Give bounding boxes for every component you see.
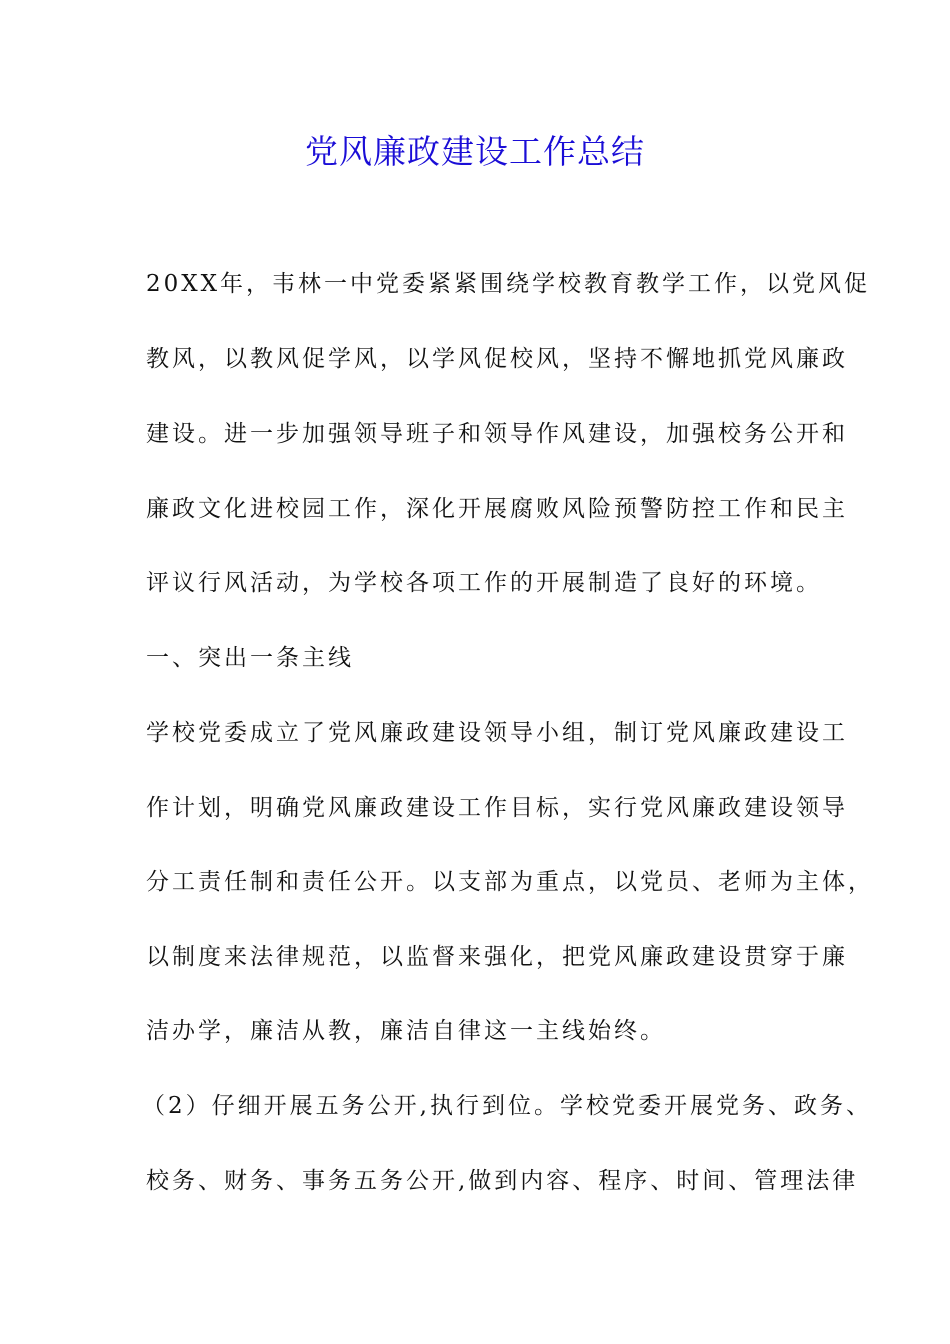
body-line: 洁办学，廉洁从教，廉洁自律这一主线始终。 — [146, 1018, 666, 1044]
body-line: 廉政文化进校园工作，深化开展腐败风险预警防控工作和民主 — [146, 496, 848, 522]
body-line: 作计划，明确党风廉政建设工作目标，实行党风廉政建设领导 — [146, 795, 848, 821]
body-line: 学校党委成立了党风廉政建设领导小组，制订党风廉政建设工 — [146, 720, 848, 746]
body-line: 以制度来法律规范，以监督来强化，把党风廉政建设贯穿于廉 — [146, 944, 848, 970]
body-line: 评议行风活动，为学校各项工作的开展制造了良好的环境。 — [146, 570, 822, 596]
body-line: 校务、财务、事务五务公开,做到内容、程序、时间、管理法律 — [146, 1168, 859, 1194]
body-line: （2）仔细开展五务公开,执行到位。学校党委开展党务、政务、 — [142, 1093, 872, 1119]
body-line: 分工责任制和责任公开。以支部为重点，以党员、老师为主体， — [146, 869, 874, 895]
document-title: 党风廉政建设工作总结 — [305, 132, 645, 171]
section-heading: 一、突出一条主线 — [146, 645, 354, 671]
body-line: 建设。进一步加强领导班子和领导作风建设，加强校务公开和 — [146, 421, 848, 447]
body-line: 教风，以教风促学风，以学风促校风，坚持不懈地抓党风廉政 — [146, 346, 848, 372]
body-line: 20XX年，韦林一中党委紧紧围绕学校教育教学工作，以党风促 — [146, 271, 871, 297]
